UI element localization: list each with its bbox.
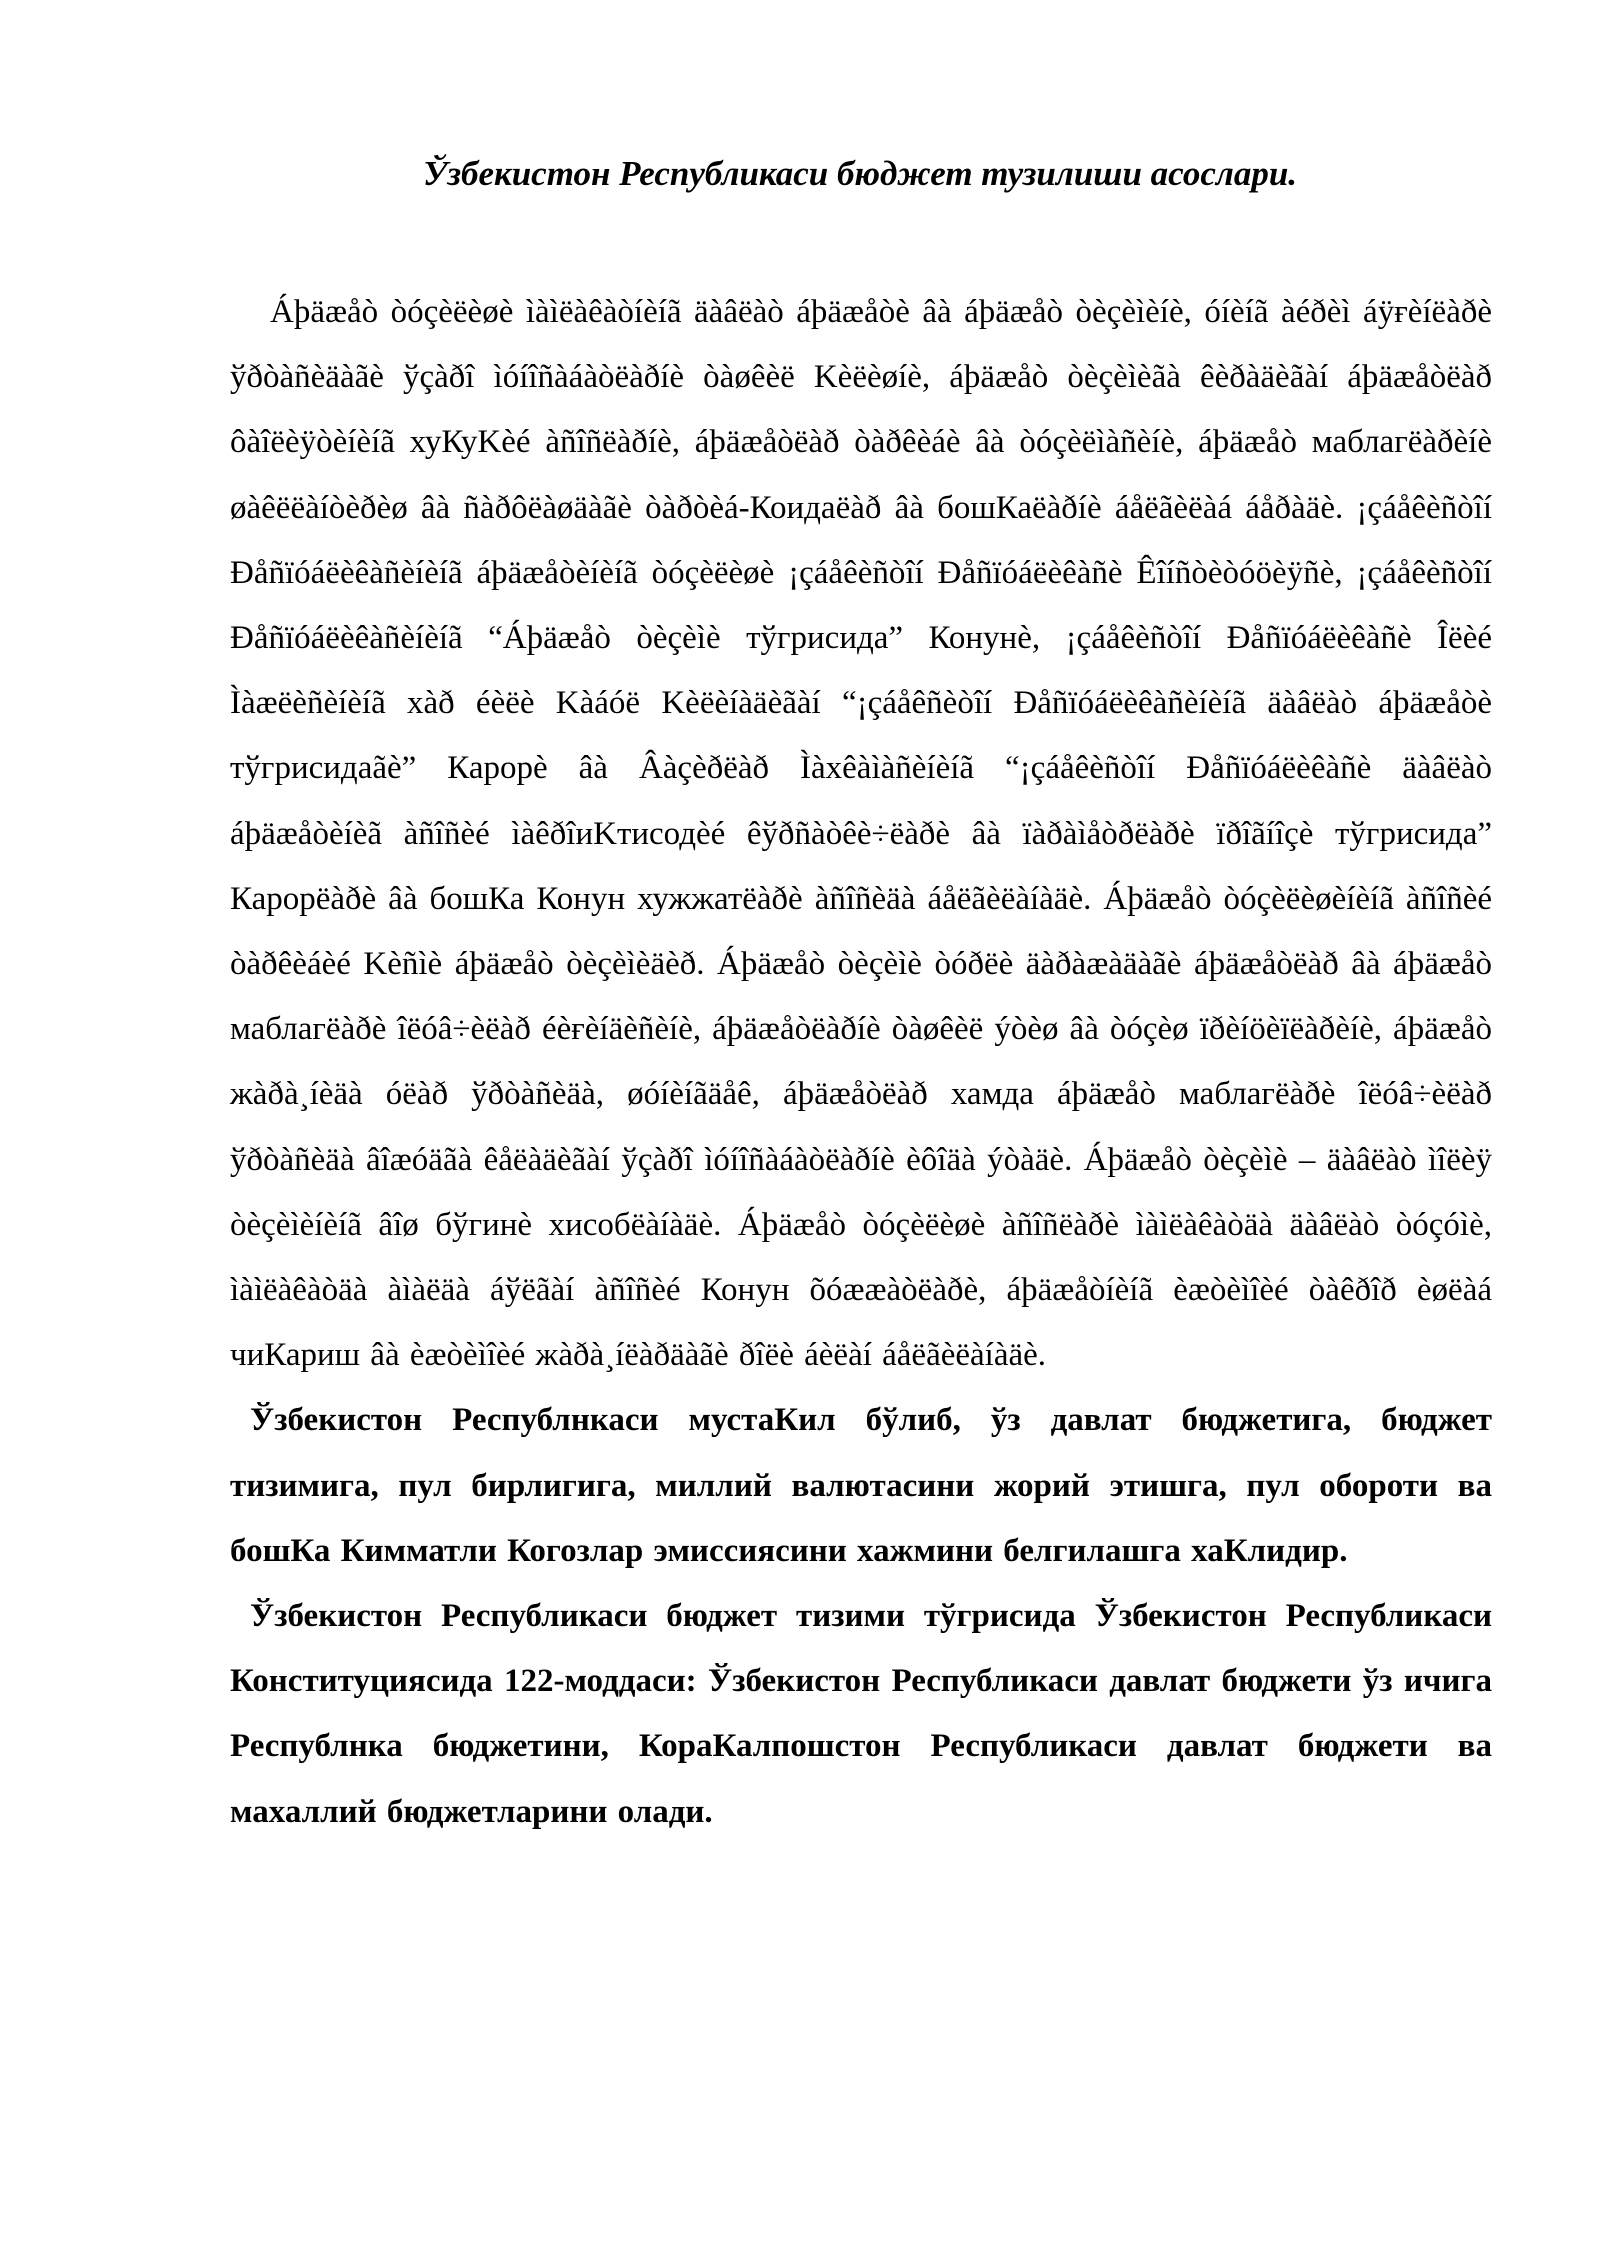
document-title: Ўзбекистон Республикаси бюджет тузилиши асослари. <box>422 154 1298 193</box>
paragraph-constitution-article: Ўзбекистон Республикаси бюджет тизими тўгрисида Ўзбекистон Республикаси Конституциясида 122-моддаси: Ўзбекистон Республикаси давлат бюджети ўз ичига Республнка бюджетини, КораКалпошстон Республикаси давлат бюджети ва махаллий бюджетларини олади. <box>230 1598 1492 1830</box>
document-body <box>230 280 1492 1845</box>
paragraph-independence: Ўзбекистон Республнкаси мустаКил бўлиб, ўз давлат бюджетига, бюджет тизимига, пул бирлигига, миллий валютасини жорий этишга, пул обороти ва бошКа Кимматли Когозлар эмиссиясини хажмини белгилашга хаКлидир. <box>230 1402 1492 1569</box>
paragraph-budget-structure: Áþäæåò òóçèëèøè ìàìëàêàòíèíã äàâëàò áþäæåòè âà áþäæåò òèçèìèíè, óíèíã àéðèì áÿғèíëàðè ўðòàñèäàãè ўçàðî ìóíîñàáàòëàðíè òàøêèë Kèëèøíè, áþäæåò òèçèìèãà êèðàäèãàí áþäæåòëàð ôàîëèÿòèíèíã хуКуKèé àñîñëàðíè, áþäæåòëàð òàðêèáè âà òóçèëìàñèíè, áþäæåò маблагëàðèíè øàêëëàíòèðèø âà ñàðôëàøäàãè òàðòèá-Коидаëàð âà бошКаëàðíè áåëãèëàá áåðàäè. ¡çáåêèñòîí Ðåñïóáëèêàñèíèíã áþäæåòèíèíã òóçèëèøè ¡çáåêèñòîí Ðåñïóáëèêàñè Êîíñòèòóöèÿñè, ¡çáåêèñòîí Ðåñïóáëèêàñèíèíã “Áþäæåò òèçèìè тўгрисида” Конунè, ¡çáåêèñòîí Ðåñïóáëèêàñè Îëèé Ìàæëèñèíèíã хàð éèëè Kàáóë Kèëèíàäèãàí “¡çáåêñèòîí Ðåñïóáëèêàñèíèíã äàâëàò áþäæåòè тўгрисидаãè” Карорè âà Âàçèðëàð Ìàхêàìàñèíèíã “¡çáåêèñòîí Ðåñïóáëèêàñè äàâëàò áþäæåòèíèã àñîñèé ìàêðîиKтисодèé êўðñàòêè÷ëàðè âà ïàðàìåòðëàðè ïðîãíîçè тўгрисида” Карорëàðè âà бошКа Конун хужжатëàðè àñîñèäà áåëãèëàíàäè. Áþäæåò òóçèëèøèíèíã àñîñèé òàðêèáèé Kèñìè áþäæåò òèçèìèäèð. Áþäæåò òèçèìè òóðëè äàðàæàäàãè áþäæåòëàð âà áþäæåò маблагëàðè îëóâ÷èëàð éèғèíäèñèíè, áþäæåòëàðíè òàøêèë ýòèø âà òóçèø ïðèíöèïëàðèíè, áþäæåò жàðà¸íèäà óëàð ўðòàñèäà, øóíèíãäåê, áþäæåòëàð хамда áþäæåò маблагëàðè îëóâ÷èëàð ўðòàñèäà âîæóäãà êåëàäèãàí ўçàðî ìóíîñàáàòëàðíè èôîäà ýòàäè. Áþäæåò òèçèìè – äàâëàò ìîëèÿ òèçèìèíèíã âîø бўгинè хисобëàíàäè. Áþäæåò òóçèëèøè àñîñëàðè ìàìëàêàòäà äàâëàò òóçóìè, ìàìëàêàòäà àìàëäà áўëãàí àñîñèé Конун õóææàòëàðè, áþäæåòíèíã èæòèìîèé òàêðîð èøëàá чиКариш âà èæòèìîèé жàðà¸íëàðäàãè ðîëè áèëàí áåëãèëàíàäè. <box>230 294 1492 1374</box>
